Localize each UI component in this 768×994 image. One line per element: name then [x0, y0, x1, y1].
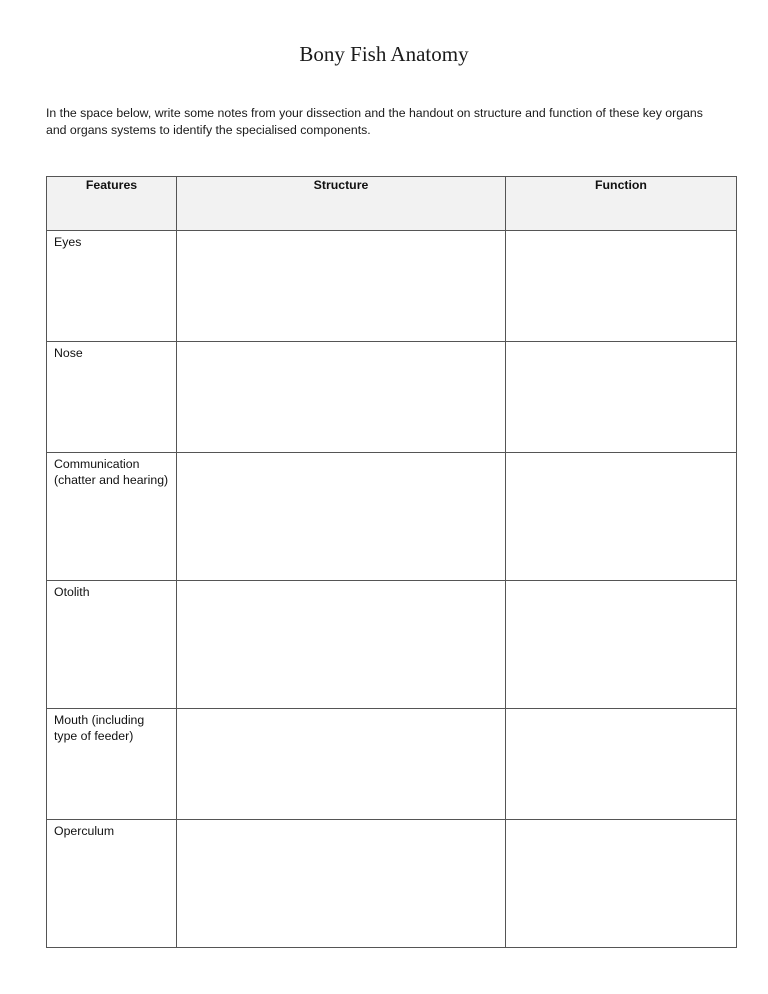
function-cell-eyes[interactable] — [506, 231, 737, 342]
table-row — [47, 820, 737, 948]
table-row — [47, 231, 737, 342]
structure-cell-otolith[interactable] — [177, 581, 506, 709]
function-cell-nose[interactable] — [506, 342, 737, 453]
table-row — [47, 453, 737, 581]
header-features: Features — [47, 177, 177, 231]
feature-label-otolith: Otolith — [47, 581, 177, 709]
anatomy-notes-table — [46, 176, 737, 948]
header-structure: Structure — [177, 177, 506, 231]
table-row — [47, 342, 737, 453]
structure-cell-operculum[interactable] — [177, 820, 506, 948]
structure-cell-eyes[interactable] — [177, 231, 506, 342]
function-cell-communication[interactable] — [506, 453, 737, 581]
feature-label-communication: Communication (chatter and hearing) — [47, 453, 177, 581]
structure-cell-nose[interactable] — [177, 342, 506, 453]
table-row — [47, 581, 737, 709]
instructions-paragraph: In the space below, write some notes from your dissection and the handout on structure and function of these key organs and organs systems to identify the specialised components. — [46, 106, 703, 137]
function-cell-operculum[interactable] — [506, 820, 737, 948]
feature-label-eyes: Eyes — [47, 231, 177, 342]
table-row — [47, 709, 737, 820]
table-header-row — [47, 177, 737, 231]
structure-cell-mouth[interactable] — [177, 709, 506, 820]
function-cell-mouth[interactable] — [506, 709, 737, 820]
feature-label-nose: Nose — [47, 342, 177, 453]
function-cell-otolith[interactable] — [506, 581, 737, 709]
header-function: Function — [506, 177, 737, 231]
feature-label-mouth: Mouth (including type of feeder) — [47, 709, 177, 820]
feature-label-operculum: Operculum — [47, 820, 177, 948]
page-title: Bony Fish Anatomy — [299, 42, 469, 66]
structure-cell-communication[interactable] — [177, 453, 506, 581]
